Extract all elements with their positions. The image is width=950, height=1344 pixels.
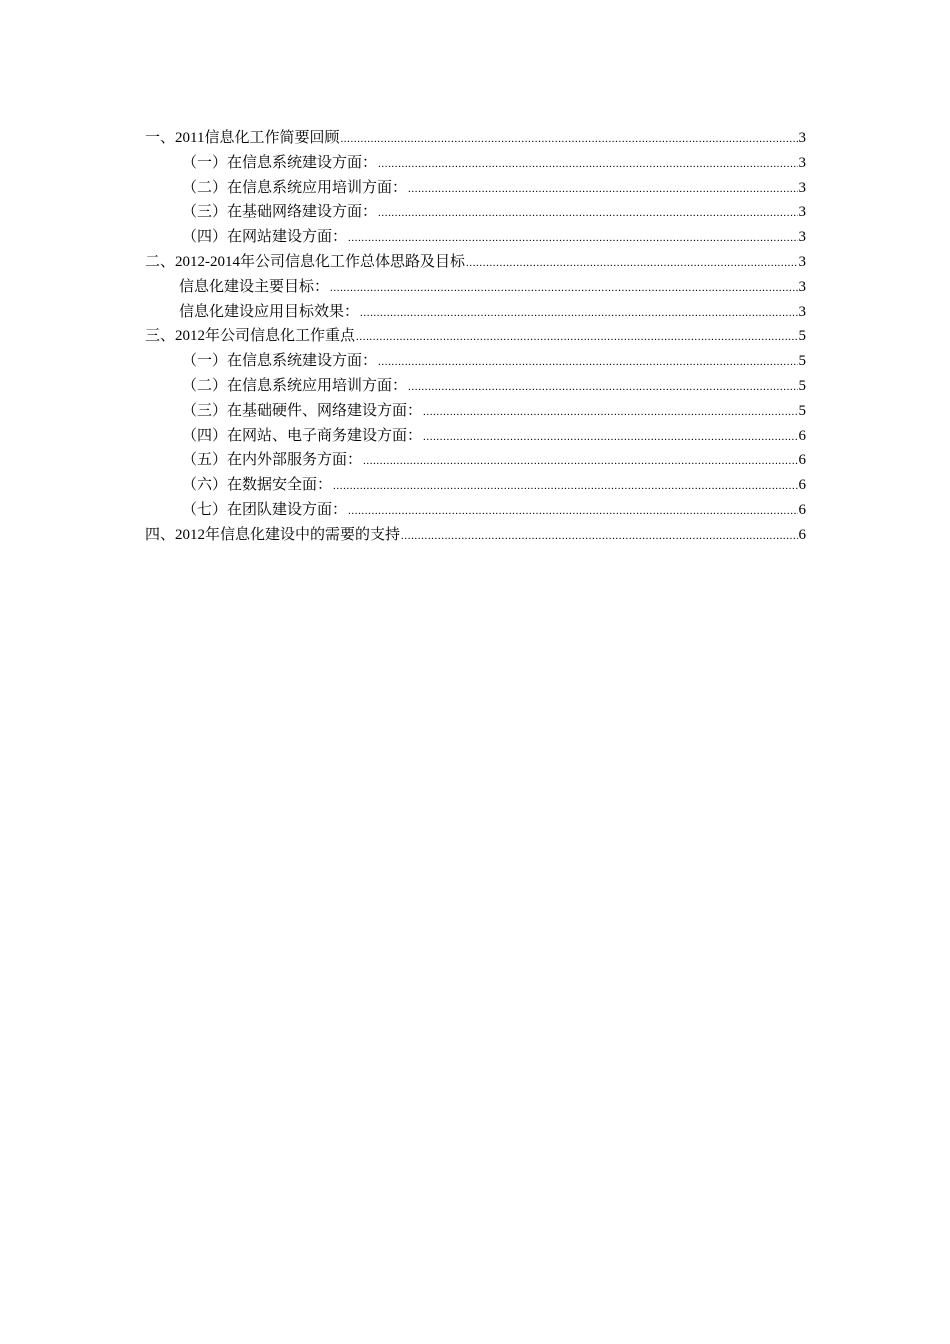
toc-entry[interactable]: [145, 250, 806, 275]
toc-page-number: 3: [798, 154, 806, 171]
toc-entry[interactable]: [145, 151, 806, 176]
toc-entry[interactable]: [145, 424, 806, 449]
toc-entry[interactable]: [145, 275, 806, 300]
toc-page-number: 3: [798, 130, 806, 146]
toc-entry-title: （四）在网站、电子商务建设方面：: [182, 427, 423, 444]
toc-entry-title: （二）在信息系统应用培训方面：: [182, 179, 408, 196]
toc-leader-dots: [408, 177, 797, 202]
toc-page-number: 3: [798, 204, 806, 221]
toc-leader-dots: [423, 425, 797, 450]
toc-leader-dots: [378, 152, 797, 177]
toc-leader-dots: [378, 201, 797, 226]
toc-entry[interactable]: [145, 176, 806, 201]
toc-leader-dots: [333, 474, 797, 499]
toc-leader-dots: [378, 350, 797, 375]
toc-entry[interactable]: [145, 448, 806, 473]
toc-page-number: 6: [798, 427, 806, 444]
table-of-contents: [145, 126, 806, 548]
toc-entry[interactable]: [145, 473, 806, 498]
toc-leader-dots: [423, 400, 797, 425]
toc-entry-title: （七）在团队建设方面：: [182, 501, 348, 518]
toc-leader-dots: [408, 375, 797, 400]
toc-entry[interactable]: [145, 200, 806, 225]
toc-entry-title: （六）在数据安全面：: [182, 477, 333, 494]
toc-entry-title: （三）在基础网络建设方面：: [182, 204, 378, 221]
toc-page-number: 6: [798, 477, 806, 494]
toc-page-number: 3: [798, 253, 806, 270]
toc-entry[interactable]: [145, 349, 806, 374]
toc-leader-dots: [348, 499, 797, 524]
toc-entry-title: （三）在基础硬件、网络建设方面：: [182, 402, 423, 419]
toc-entry-title: 信息化建设应用目标效果：: [179, 303, 360, 320]
toc-leader-dots: [348, 226, 797, 251]
toc-entry[interactable]: [145, 374, 806, 399]
toc-page-number: 5: [798, 377, 806, 394]
toc-leader-dots: [401, 524, 797, 549]
toc-entry-title: 信息化建设主要目标：: [179, 278, 330, 295]
toc-page-number: 6: [798, 526, 806, 543]
toc-page-number: 5: [798, 353, 806, 370]
toc-entry-title: 一、2011信息化工作简要回顾: [145, 130, 340, 146]
toc-leader-dots: [360, 301, 797, 326]
toc-entry-title: （五）在内外部服务方面：: [182, 452, 363, 469]
toc-page-number: 3: [798, 179, 806, 196]
toc-page-number: 6: [798, 501, 806, 518]
toc-entry-title: （一）在信息系统建设方面：: [182, 353, 378, 370]
toc-entry[interactable]: [145, 324, 806, 349]
toc-entry-title: （一）在信息系统建设方面：: [182, 154, 378, 171]
toc-leader-dots: [330, 276, 797, 301]
toc-page-number: 3: [798, 303, 806, 320]
toc-leader-dots: [356, 325, 797, 350]
toc-entry-title: （四）在网站建设方面：: [182, 229, 348, 246]
toc-page-number: 3: [798, 278, 806, 295]
toc-leader-dots: [363, 449, 797, 474]
toc-page-number: 6: [798, 452, 806, 469]
toc-entry-title: 三、2012年公司信息化工作重点: [145, 328, 356, 345]
toc-page-number: 3: [798, 229, 806, 246]
toc-entry[interactable]: [145, 126, 806, 151]
toc-leader-dots: [340, 127, 797, 152]
toc-entry-title: 二、2012-2014年公司信息化工作总体思路及目标: [145, 253, 465, 270]
toc-entry[interactable]: [145, 300, 806, 325]
toc-entry-title: 四、2012年信息化建设中的需要的支持: [145, 526, 401, 543]
toc-entry[interactable]: [145, 498, 806, 523]
toc-page-number: 5: [798, 328, 806, 345]
toc-entry[interactable]: [145, 523, 806, 548]
toc-entry-title: （二）在信息系统应用培训方面：: [182, 377, 408, 394]
toc-entry[interactable]: [145, 399, 806, 424]
toc-entry[interactable]: [145, 225, 806, 250]
toc-leader-dots: [466, 251, 798, 276]
toc-page-number: 5: [798, 402, 806, 419]
